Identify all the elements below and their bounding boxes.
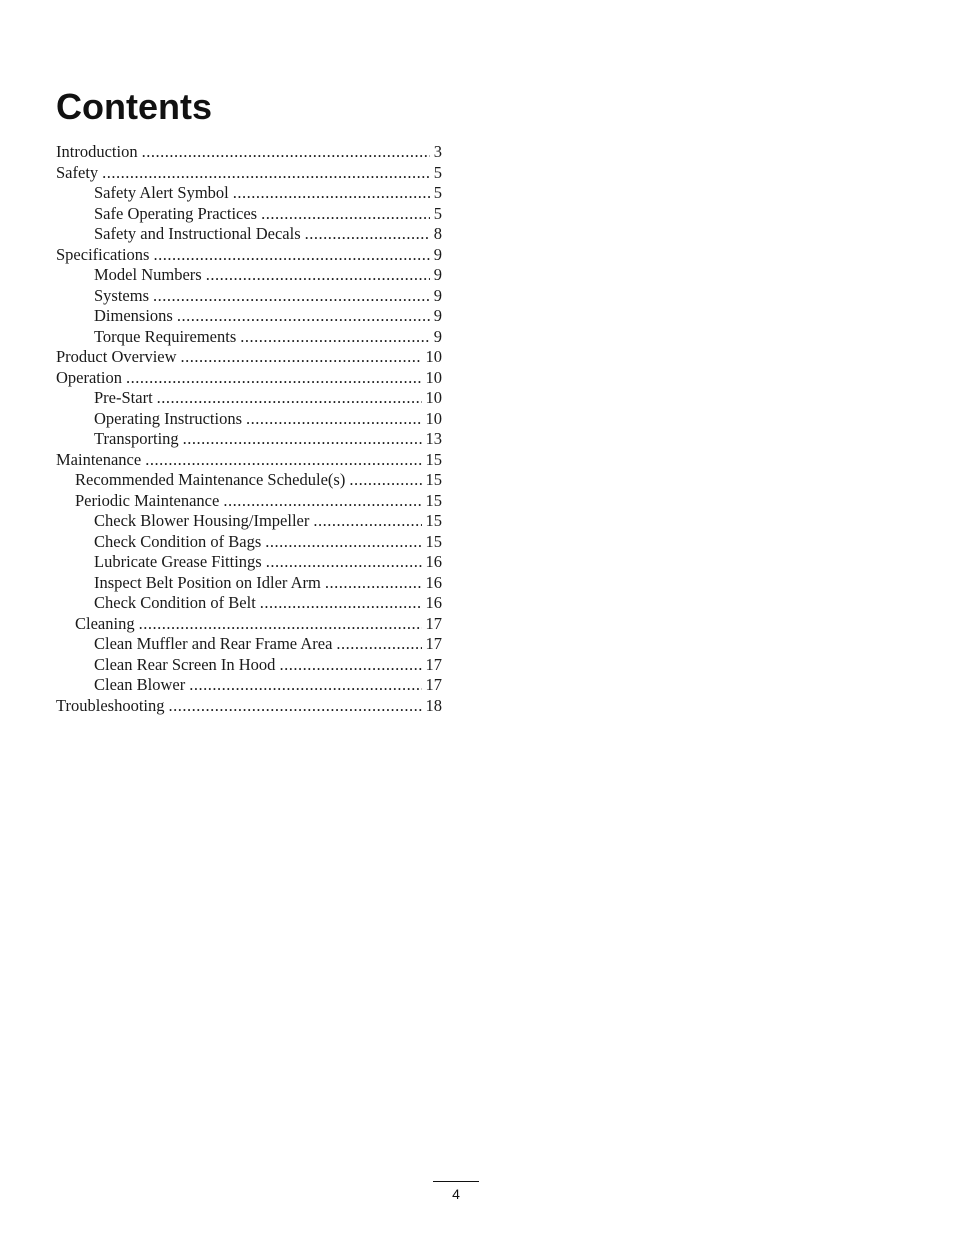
toc-dot-leader	[189, 675, 421, 696]
toc-dot-leader	[265, 532, 421, 553]
toc-entry-title: Check Condition of Belt	[94, 593, 256, 612]
toc-entry-page: 3	[433, 142, 442, 161]
toc-entry-page: 9	[433, 244, 442, 264]
toc-dot-leader	[266, 552, 422, 573]
toc-entry-title: Recommended Maintenance Schedule(s)	[75, 470, 346, 489]
toc-entry-page: 13	[425, 429, 442, 448]
toc-entry[interactable]	[56, 163, 442, 184]
toc-entry-title: Maintenance	[56, 449, 142, 469]
toc-dot-leader	[223, 491, 421, 512]
toc-entry-page: 15	[425, 470, 442, 489]
toc-entry-title: Lubricate Grease Fittings	[94, 552, 262, 571]
toc-entry-title: Pre-Start	[94, 388, 153, 407]
toc-entry[interactable]	[56, 470, 442, 491]
toc-entry-title: Troubleshooting	[56, 695, 165, 715]
toc-entry[interactable]	[56, 593, 442, 614]
toc-entry-page: 5	[433, 162, 442, 182]
toc-entry-page: 17	[425, 613, 442, 633]
toc-entry-title: Product Overview	[56, 347, 177, 366]
toc-entry-page: 9	[433, 306, 442, 325]
toc-entry[interactable]	[56, 368, 442, 389]
toc-entry-page: 15	[425, 511, 442, 530]
toc-dot-leader	[139, 614, 422, 635]
toc-entry-title: Clean Blower	[94, 675, 186, 694]
toc-dot-leader	[336, 634, 421, 655]
toc-entry-title: Operation	[56, 367, 122, 387]
toc-entry-title: Check Condition of Bags	[94, 531, 262, 551]
toc-entry[interactable]	[56, 655, 442, 676]
toc-entry[interactable]	[56, 183, 442, 204]
toc-entry-page: 16	[425, 593, 442, 612]
toc-entry-title: Introduction	[56, 142, 138, 161]
toc-entry-title: Check Blower Housing/Impeller	[94, 511, 310, 530]
toc-entry-title: Inspect Belt Position on Idler Arm	[94, 572, 321, 592]
toc-entry[interactable]	[56, 265, 442, 286]
toc-entry[interactable]	[56, 491, 442, 512]
toc-dot-leader	[240, 327, 429, 348]
toc-entry-page: 8	[433, 224, 442, 243]
toc-entry[interactable]	[56, 429, 442, 450]
toc-entry[interactable]	[56, 511, 442, 532]
toc-entry[interactable]	[56, 388, 442, 409]
toc-entry[interactable]	[56, 245, 442, 266]
toc-entry[interactable]	[56, 450, 442, 471]
toc-entry[interactable]	[56, 327, 442, 348]
toc-dot-leader	[157, 388, 422, 409]
toc-entry[interactable]	[56, 675, 442, 696]
toc-entry-title: Specifications	[56, 244, 150, 264]
toc-dot-leader	[233, 183, 430, 204]
toc-entry-page: 9	[433, 285, 442, 305]
toc-entry-page: 15	[425, 490, 442, 510]
toc-entry-title: Systems	[94, 285, 150, 305]
toc-dot-leader	[279, 655, 421, 676]
toc-entry-page: 10	[425, 347, 442, 366]
footer-divider	[433, 1181, 479, 1182]
toc-entry-page: 9	[433, 326, 442, 346]
toc-entry-title: Safe Operating Practices	[94, 203, 258, 223]
toc-dot-leader	[305, 224, 430, 245]
toc-dot-leader	[206, 265, 430, 286]
toc-entry-title: Clean Rear Screen In Hood	[94, 654, 276, 674]
toc-entry[interactable]	[56, 634, 442, 655]
toc-dot-leader	[169, 696, 422, 717]
toc-entry[interactable]	[56, 142, 442, 163]
toc-dot-leader	[102, 163, 430, 184]
toc-entry-title: Safety Alert Symbol	[94, 183, 229, 202]
toc-dot-leader	[246, 409, 421, 430]
toc-entry[interactable]	[56, 573, 442, 594]
toc-dot-leader	[261, 204, 430, 225]
toc-entry[interactable]	[56, 204, 442, 225]
toc-dot-leader	[260, 593, 422, 614]
toc-entry[interactable]	[56, 224, 442, 245]
page-number: 4	[452, 1186, 460, 1202]
toc-entry-page: 10	[425, 408, 442, 428]
toc-dot-leader	[325, 573, 422, 594]
toc-dot-leader	[181, 347, 422, 368]
toc-entry-title: Torque Requirements	[94, 326, 237, 346]
toc-dot-leader	[349, 470, 421, 491]
table-of-contents	[56, 142, 442, 716]
toc-entry-page: 5	[433, 183, 442, 202]
toc-entry-page: 17	[425, 634, 442, 653]
toc-entry-page: 5	[433, 203, 442, 223]
toc-entry[interactable]	[56, 614, 442, 635]
toc-entry-title: Safety	[56, 162, 99, 182]
toc-entry[interactable]	[56, 347, 442, 368]
toc-entry[interactable]	[56, 286, 442, 307]
toc-entry-page: 16	[425, 572, 442, 592]
toc-entry-page: 17	[425, 675, 442, 694]
toc-entry-page: 15	[425, 449, 442, 469]
toc-entry-title: Periodic Maintenance	[75, 490, 220, 510]
toc-entry-page: 16	[425, 552, 442, 571]
toc-dot-leader	[126, 368, 422, 389]
toc-entry-title: Operating Instructions	[94, 408, 243, 428]
toc-dot-leader	[142, 142, 430, 163]
toc-entry[interactable]	[56, 409, 442, 430]
toc-entry[interactable]	[56, 552, 442, 573]
toc-entry-title: Model Numbers	[94, 265, 202, 284]
toc-dot-leader	[183, 429, 422, 450]
toc-dot-leader	[177, 306, 430, 327]
toc-entry-page: 18	[425, 695, 442, 715]
toc-entry-page: 15	[425, 531, 442, 551]
toc-entry[interactable]	[56, 696, 442, 717]
toc-entry-page: 10	[425, 388, 442, 407]
toc-entry-page: 17	[425, 654, 442, 674]
toc-dot-leader	[153, 286, 430, 307]
toc-entry[interactable]	[56, 306, 442, 327]
toc-dot-leader	[153, 245, 429, 266]
toc-entry-title: Clean Muffler and Rear Frame Area	[94, 634, 333, 653]
toc-entry-title: Cleaning	[75, 613, 135, 633]
toc-entry-title: Transporting	[94, 429, 179, 448]
toc-entry-page: 10	[425, 367, 442, 387]
toc-dot-leader	[145, 450, 421, 471]
page-title: Contents	[56, 86, 212, 127]
toc-entry-page: 9	[433, 265, 442, 284]
toc-entry-title: Dimensions	[94, 306, 173, 325]
toc-entry-title: Safety and Instructional Decals	[94, 224, 301, 243]
toc-entry[interactable]	[56, 532, 442, 553]
toc-dot-leader	[313, 511, 421, 532]
